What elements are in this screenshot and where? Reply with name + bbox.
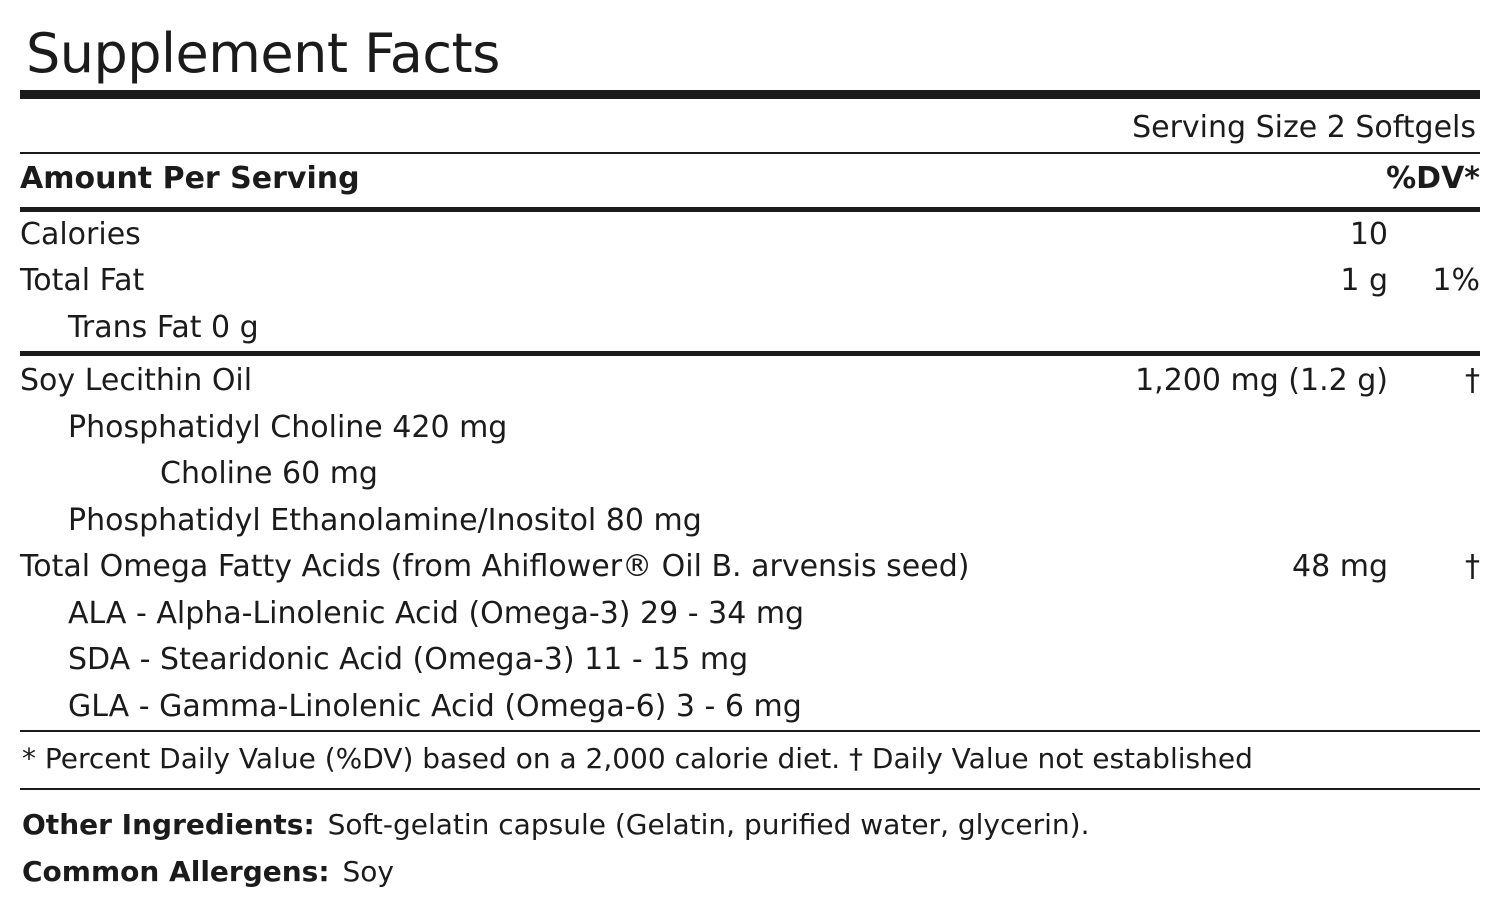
serving-size-row: [20, 99, 1480, 152]
page-title: Supplement Facts: [26, 22, 500, 85]
table-row: [20, 356, 1480, 405]
nutrient-label: Phosphatidyl Choline 420 mg: [68, 409, 508, 445]
header-amount-per-serving: Amount Per Serving: [20, 161, 360, 197]
nutrient-label: Phosphatidyl Ethanolamine/Inositol 80 mg: [68, 502, 702, 538]
table-row: [20, 305, 1480, 352]
nutrient-dv: †: [1465, 363, 1480, 399]
header-dv: %DV*: [1386, 161, 1480, 197]
nutrient-dv: †: [1465, 549, 1480, 585]
nutrient-label: GLA - Gamma-Linolenic Acid (Omega-6) 3 - 6 mg: [68, 688, 802, 724]
nutrient-dv: 1%: [1432, 263, 1480, 299]
allergens-label: Common Allergens:: [22, 855, 330, 889]
allergens-line: [22, 849, 1478, 896]
divider-title: [20, 90, 1480, 99]
nutrient-group-1: [20, 212, 1480, 352]
table-row: [20, 591, 1480, 638]
nutrient-amount: 1,200 mg (1.2 g): [1135, 363, 1388, 399]
nutrient-amount: 10: [1349, 216, 1388, 252]
table-row: [20, 405, 1480, 452]
table-row: [20, 258, 1480, 305]
nutrient-label: Total Fat: [20, 263, 145, 299]
other-ingredients-value: Soft-gelatin capsule (Gelatin, purified water, glycerin).: [327, 808, 1090, 842]
table-row: [20, 212, 1480, 259]
nutrient-label: Choline 60 mg: [160, 456, 378, 492]
nutrient-label: Soy Lecithin Oil: [20, 363, 253, 399]
nutrient-label: Total Omega Fatty Acids (from Ahiflower® Oil B. arvensis seed): [20, 549, 970, 585]
serving-size-text: Serving Size 2 Softgels: [1132, 110, 1476, 146]
column-headers: [20, 154, 1480, 207]
allergens-value: Soy: [342, 855, 394, 889]
nutrient-label: SDA - Stearidonic Acid (Omega-3) 11 - 15 mg: [68, 642, 749, 678]
nutrient-amount: 1 g: [1340, 263, 1388, 299]
nutrient-label: Calories: [20, 216, 141, 252]
nutrient-amount: 48 mg: [1292, 549, 1388, 585]
nutrient-label: ALA - Alpha-Linolenic Acid (Omega-3) 29 - 34 mg: [68, 595, 805, 631]
table-row: [20, 544, 1480, 591]
table-row: [20, 684, 1480, 731]
table-row: [20, 451, 1480, 498]
nutrient-group-2: [20, 356, 1480, 730]
other-ingredients-label: Other Ingredients:: [22, 808, 315, 842]
nutrient-label: Trans Fat 0 g: [68, 309, 259, 345]
table-row: [20, 498, 1480, 545]
daily-value-footnote: * Percent Daily Value (%DV) based on a 2,000 calorie diet. † Daily Value not established: [22, 742, 1253, 776]
table-row: [20, 637, 1480, 684]
other-ingredients-line: [22, 802, 1478, 849]
ingredients-block: [20, 790, 1480, 895]
